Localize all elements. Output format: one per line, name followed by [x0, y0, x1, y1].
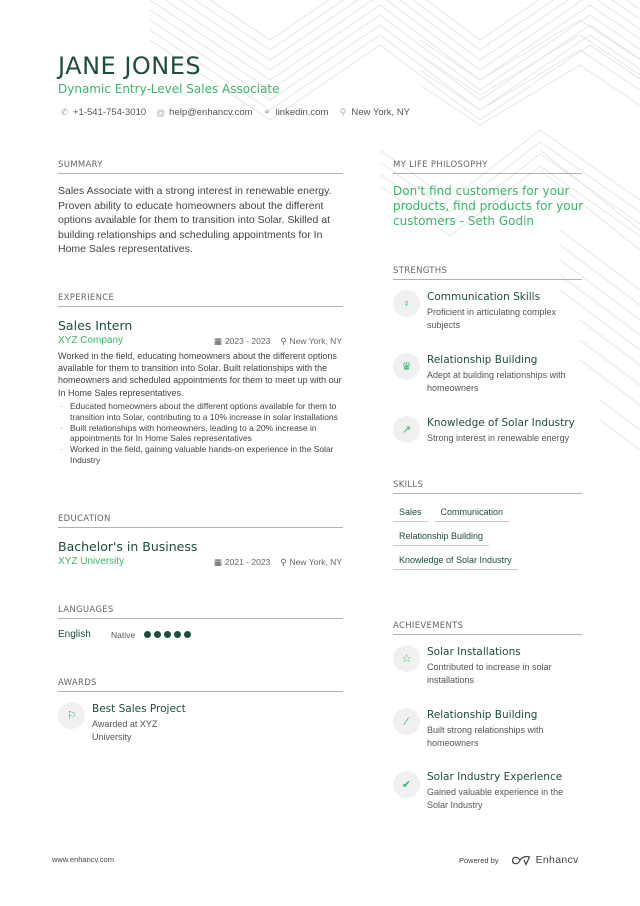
achievement-title: Solar Installations — [427, 646, 521, 658]
powered-by-label: Powered by — [459, 855, 499, 865]
contact-location — [338, 107, 410, 118]
education-location: ⚲ New York, NY — [280, 557, 342, 567]
language-level: Native — [111, 629, 136, 640]
achievements-heading: ACHIEVEMENTS — [393, 621, 582, 635]
check-icon: ✔ — [393, 771, 420, 798]
dot — [184, 631, 191, 638]
linkedin-text: linkedin.com — [275, 107, 329, 118]
philosophy-heading: MY LIFE PHILOSOPHY — [393, 160, 582, 174]
growth-icon: ↗ — [393, 416, 420, 443]
education-dates: ▦ 2021 - 2023 — [213, 557, 271, 567]
strength-title: Knowledge of Solar Industry — [427, 417, 575, 429]
skill-tag: Communication — [435, 507, 510, 522]
language-item — [58, 629, 191, 640]
phone-text: +1-541-754-3010 — [73, 107, 147, 118]
bullet-item: · Educated homeowners about the different options available for them to transition into Solar, contributing to a 10% increase in solar installations — [58, 401, 348, 423]
flag-icon: ⚐ — [58, 702, 85, 729]
location-pin-icon: ⚲ — [280, 336, 287, 346]
award-title: Best Sales Project — [92, 703, 186, 715]
skill-tag: Knowledge of Solar Industry — [393, 555, 518, 570]
contact-linkedin[interactable] — [263, 107, 329, 118]
email-text: help@enhancv.com — [169, 107, 253, 118]
phone-icon: ✆ — [60, 107, 69, 117]
experience-location: ⚲ New York, NY — [280, 336, 342, 346]
achievement-desc: Gained valuable experience in the Solar Industry — [427, 787, 564, 810]
education-meta — [214, 557, 342, 568]
powered-by — [459, 854, 579, 866]
dot — [164, 631, 171, 638]
education-school: XYZ University — [58, 556, 125, 567]
brand-name: Enhancv — [535, 854, 579, 866]
location-pin-icon: ⚲ — [280, 557, 287, 567]
experience-meta — [214, 336, 342, 347]
location-icon: ⚲ — [339, 107, 347, 117]
awards-heading: AWARDS — [58, 678, 343, 692]
calendar-icon: ▦ — [213, 336, 222, 346]
dot — [174, 631, 181, 638]
achievement-desc: Contributed to increase in solar installations — [427, 662, 552, 685]
achievement-desc: Built strong relationships with homeowners — [427, 725, 544, 748]
language-name: English — [58, 629, 91, 640]
achievement-title: Solar Industry Experience — [427, 771, 563, 783]
skills-list — [393, 507, 593, 579]
languages-heading: LANGUAGES — [58, 605, 343, 619]
proficiency-dots — [144, 631, 191, 638]
star-icon: ☆ — [393, 645, 420, 672]
contact-row — [60, 107, 410, 118]
calendar-icon: ▦ — [213, 557, 222, 567]
experience-company: XYZ Company — [58, 335, 124, 346]
skills-heading: SKILLS — [393, 480, 582, 494]
strength-desc: Strong interest in renewable energy — [427, 433, 570, 443]
candidate-title: Dynamic Entry-Level Sales Associate — [58, 82, 280, 96]
strength-title: Communication Skills — [427, 291, 541, 303]
enhancv-logo[interactable] — [511, 854, 579, 866]
footer-url[interactable]: www.enhancv.com — [52, 855, 114, 864]
bullet-item: · Worked in the field, gaining valuable hands-on experience in the Solar Industry — [58, 444, 348, 466]
location-text: New York, NY — [351, 107, 411, 118]
dot — [144, 631, 151, 638]
infinity-logo-icon — [511, 855, 531, 866]
link-icon: ⚭ — [263, 107, 271, 117]
experience-description: Worked in the field, educating homeowners about the different options available for them to transition into Solar. Built relationships with the homeowners and scheduled appointments for them to meet up with our In Home Sales representatives. — [58, 351, 342, 398]
philosophy-quote: Don't find customers for your products, find products for your customers - Seth Godin — [393, 184, 584, 228]
strengths-heading: STRENGTHS — [393, 266, 582, 280]
summary-heading: SUMMARY — [58, 160, 343, 174]
experience-role: Sales Intern — [58, 318, 133, 333]
trophy-icon: ♛ — [393, 353, 420, 380]
summary-text: Sales Associate with a strong interest in renewable energy. Proven ability to educate homeowners about the different options available for them to transition into Solar. Skilled at building relationships and scheduling appointments for In Home Sales representatives. — [58, 185, 332, 256]
lightbulb-icon: ♀ — [393, 290, 420, 317]
candidate-name: JANE JONES — [58, 52, 202, 80]
contact-email[interactable] — [156, 107, 252, 118]
skill-tag: Relationship Building — [393, 531, 489, 546]
dot — [154, 631, 161, 638]
strength-title: Relationship Building — [427, 354, 538, 366]
experience-bullets — [58, 401, 348, 466]
award-desc: Awarded at XYZ University — [92, 719, 158, 742]
experience-dates: ▦ 2023 - 2023 — [213, 336, 271, 346]
education-heading: EDUCATION — [58, 514, 343, 528]
skill-tag: Sales — [393, 507, 428, 522]
strength-desc: Proficient in articulating complex subjects — [427, 307, 557, 330]
education-degree: Bachelor's in Business — [58, 539, 198, 554]
at-icon: @ — [156, 107, 166, 118]
experience-heading: EXPERIENCE — [58, 293, 343, 307]
magic-wand-icon: ⁄ — [393, 708, 420, 735]
contact-phone[interactable] — [60, 107, 146, 118]
achievement-title: Relationship Building — [427, 709, 538, 721]
bullet-item: · Built relationships with homeowners, leading to a 20% increase in appointments for In Home Sales representatives — [58, 423, 348, 445]
strength-desc: Adept at building relationships with homeowners — [427, 370, 566, 393]
